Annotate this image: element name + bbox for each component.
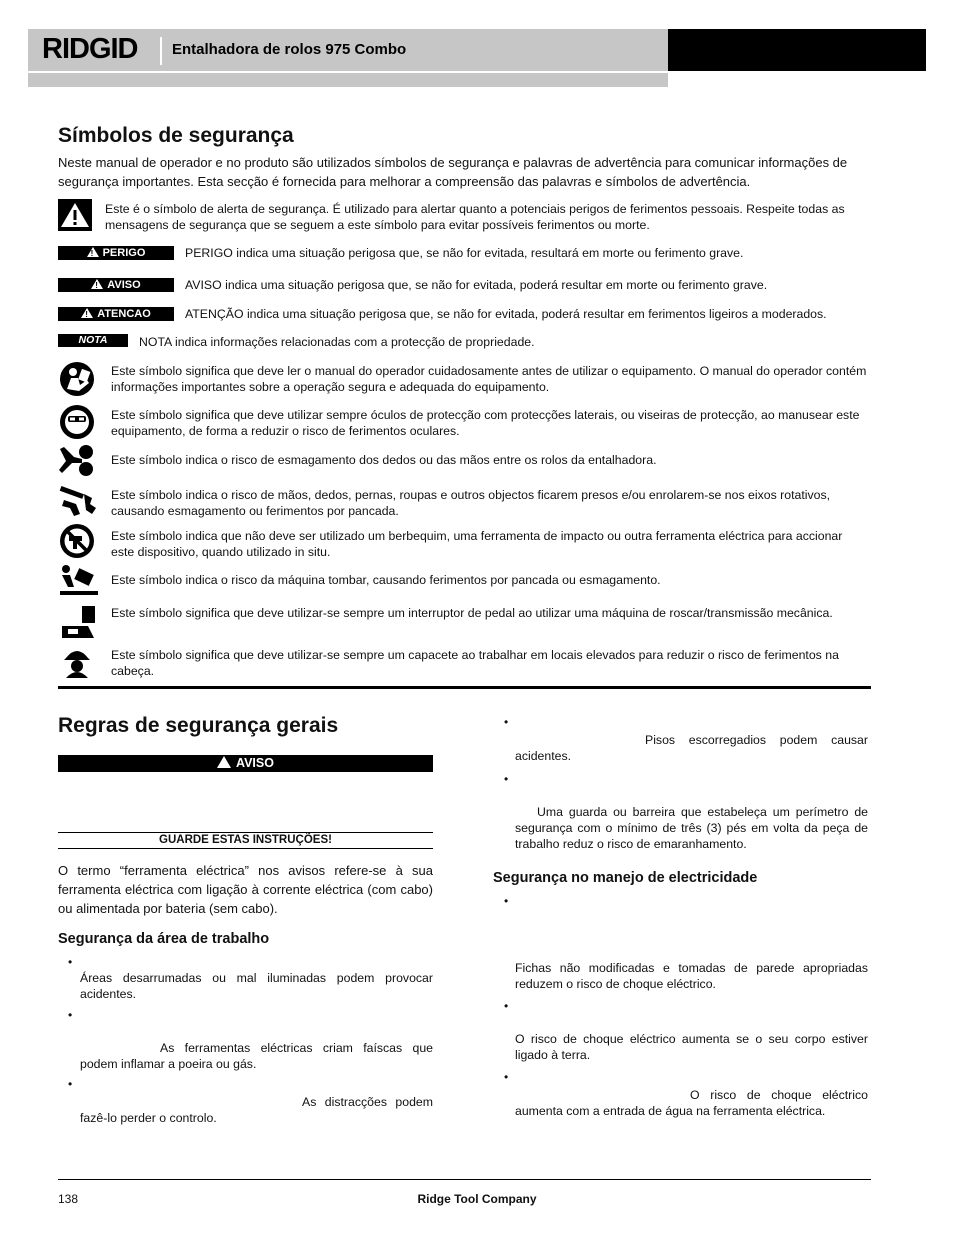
document-title: Entalhadora de rolos 975 Combo: [172, 41, 407, 58]
symbol-text-crush-hazard: Este símbolo indica o risco de esmagamento dos dedos ou das mãos entre os rolos da entalhadora.: [111, 453, 657, 467]
subheading-work-area: Segurança da área de trabalho: [58, 931, 270, 947]
symbol-text-eye-protection: Este símbolo significa que deve utilizar sempre óculos de protecção com protecções laterais, ou viseiras de protecção, ao manusear este equipamento, de forma a reduzir o risco de ferimentos oculares.: [111, 408, 860, 438]
page-number: 138: [58, 1192, 79, 1206]
symbol-text-foot-switch: Este símbolo significa que deve utilizar-se sempre um interruptor de pedal ao utilizar uma máquina de roscar/transmissão mecânica.: [111, 606, 833, 620]
bullet-marker: •: [68, 955, 73, 969]
bullet-marker: •: [504, 772, 509, 786]
right-item-barrier: Uma guarda ou barreira que estabeleça um perímetro de segurança com o mínimo de três (3) pés em volta da peça de trabalho reduz o risco de emaranhamento.: [515, 805, 868, 851]
symbol-text-entanglement: Este símbolo indica o risco de mãos, dedos, pernas, roupas e outros objectos ficarem presos e/ou enrolarem-se nos eixos rotativos, causando esmagamento ou ferimentos por pancada.: [111, 488, 831, 518]
symbols-intro: Neste manual de operador e no produto são utilizados símbolos de segurança e palavras de advertência para comunicar informações de segurança importantes. Esta secção é fornecida para melhorar a compreensão das palavras e símbolos de advertência.: [58, 155, 848, 189]
safety-alert-icon: [58, 199, 92, 231]
badge-perigo: !PERIGO: [58, 246, 174, 260]
work-area-item-1: Áreas desarrumadas ou mal iluminadas podem provocar acidentes.: [80, 971, 433, 1001]
nota-text: NOTA indica informações relacionadas com a protecção de propriedade.: [139, 335, 535, 349]
section-heading-symbols: Símbolos de segurança: [58, 124, 294, 147]
aviso-text: AVISO indica uma situação perigosa que, se não for evitada, poderá resultar em morte ou ferimento grave.: [185, 278, 768, 292]
electrical-item-2: O risco de choque eléctrico aumenta se o seu corpo estiver ligado à terra.: [515, 1032, 868, 1062]
bullet-marker: •: [68, 1077, 73, 1091]
section-heading-general-rules: Regras de segurança gerais: [58, 714, 339, 737]
badge-nota: NOTA: [58, 334, 128, 347]
section-divider: [58, 686, 871, 689]
badge-atencao: !ATENCAO: [58, 307, 174, 321]
footer-rule: [58, 1179, 871, 1180]
subheading-electrical: Segurança no manejo de electricidade: [493, 870, 758, 886]
electrical-item-1: Fichas não modificadas e tomadas de parede apropriadas reduzem o risco de choque eléctrico.: [515, 961, 868, 991]
no-drill-icon: [58, 523, 96, 559]
badge-aviso: !AVISO: [58, 278, 174, 292]
symbol-text-tip-over: Este símbolo indica o risco da máquina tombar, causando ferimentos por pancada ou esmagamento.: [111, 573, 661, 587]
bullet-marker: •: [68, 1008, 73, 1022]
save-instructions-banner: GUARDE ESTAS INSTRUÇÕES!: [58, 832, 433, 849]
right-item-slippery: Pisos escorregadios podem causar acidentes.: [515, 733, 868, 763]
aviso-banner: AVISO: [58, 755, 433, 772]
hard-hat-icon: [58, 642, 96, 678]
read-manual-icon: [58, 361, 96, 397]
header-black-block: [668, 29, 926, 71]
bullet-marker: •: [504, 894, 509, 908]
warning-triangle-icon: [217, 756, 231, 768]
tip-over-icon: [58, 563, 96, 599]
bullet-marker: •: [504, 1070, 509, 1084]
symbol-text-read-manual: Este símbolo significa que deve ler o manual do operador cuidadosamente antes de utilizar o equipamento. O manual do operador contém informações importantes sobre a operação segura e adequada do equipamento.: [111, 364, 867, 394]
crush-hazard-icon: [58, 443, 96, 479]
foot-switch-icon: [58, 604, 96, 640]
eye-protection-icon: [58, 404, 96, 440]
bullet-marker: •: [504, 999, 509, 1013]
term-definition: O termo “ferramenta eléctrica” nos avisos refere-se à sua ferramenta eléctrica com ligação à corrente eléctrica (com cabo) ou alimentada por bateria (sem cabo).: [58, 863, 433, 916]
entanglement-icon: [58, 484, 96, 520]
work-area-item-3: As distracções podem fazê-lo perder o controlo.: [80, 1095, 433, 1125]
work-area-item-2: As ferramentas eléctricas criam faíscas que podem inflamar a poeira ou gás.: [80, 1041, 433, 1071]
bullet-marker: •: [504, 715, 509, 729]
symbol-text-no-drill: Este símbolo indica que não deve ser utilizado um berbequim, uma ferramenta de impacto ou outra ferramenta eléctrica para accionar este dispositivo, quando utilizado in situ.: [111, 529, 843, 559]
perigo-text: PERIGO indica uma situação perigosa que, se não for evitada, resultará em morte ou ferimento grave.: [185, 246, 744, 260]
header-divider: [160, 37, 162, 65]
ridgid-logo: RIDGID: [42, 33, 138, 65]
atencao-text: ATENÇÃO indica uma situação perigosa que, se não for evitada, poderá resultar em ferimentos ligeiros a moderados.: [185, 307, 827, 321]
header-underline: [28, 71, 668, 87]
alert-symbol-text: Este é o símbolo de alerta de segurança. É utilizado para alertar quanto a potenciais perigos de ferimentos pessoais. Respeite todas as mensagens de segurança que se seguem a este símbolo para evitar possíveis ferimentos ou morte.: [105, 202, 845, 232]
electrical-item-3: O risco de choque eléctrico aumenta com a entrada de água na ferramenta eléctrica.: [515, 1088, 868, 1118]
footer-company: Ridge Tool Company: [417, 1192, 537, 1206]
symbol-text-hard-hat: Este símbolo significa que deve utilizar-se sempre um capacete ao trabalhar em locais elevados para reduzir o risco de ferimentos na cabeça.: [111, 648, 839, 678]
